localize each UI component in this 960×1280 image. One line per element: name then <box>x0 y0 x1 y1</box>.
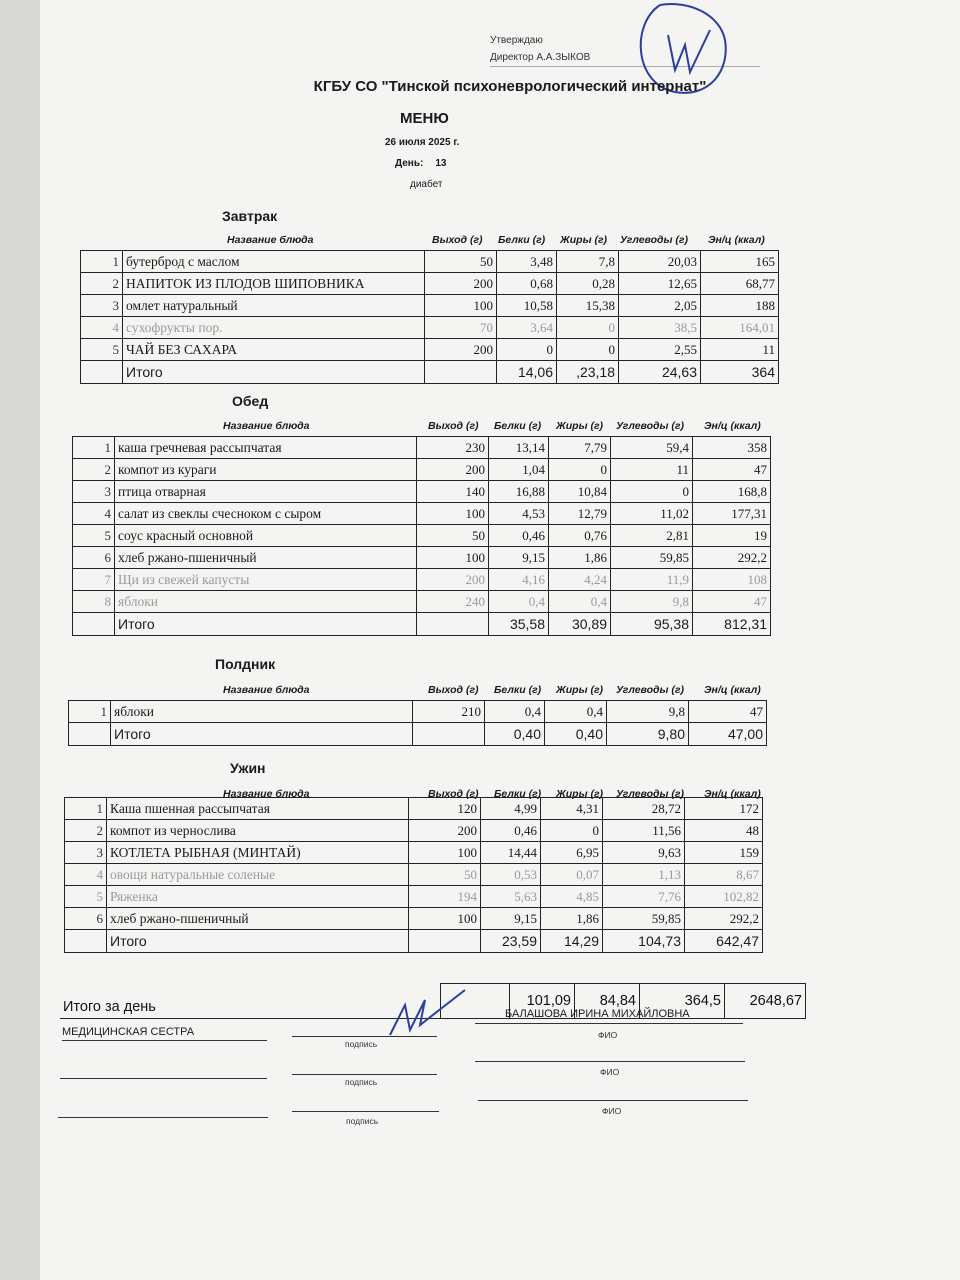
day-total-protein: 101,09 <box>510 984 575 1019</box>
organization-title: КГБУ СО "Тинской психоневрологический интернат" <box>313 78 707 95</box>
dish-output: 200 <box>417 569 489 591</box>
table-row <box>65 842 763 864</box>
dish-protein: 0,46 <box>489 525 549 547</box>
row-number: 4 <box>73 503 115 525</box>
table-row <box>69 701 767 723</box>
table-row <box>73 591 771 613</box>
dish-energy: 177,31 <box>693 503 771 525</box>
dish-carbs: 2,55 <box>619 339 701 361</box>
table-row <box>73 569 771 591</box>
dish-name: овощи натуральные соленые <box>107 864 409 886</box>
dish-protein: 0,53 <box>481 864 541 886</box>
dish-output: 194 <box>409 886 481 908</box>
column-fat: Жиры (г) <box>556 684 604 696</box>
dish-protein: 4,53 <box>489 503 549 525</box>
row-number: 3 <box>81 295 123 317</box>
dish-name: каша гречневая рассыпчатая <box>115 437 417 459</box>
dish-fat: 0,28 <box>557 273 619 295</box>
column-carb: Углеводы (г) <box>616 788 685 800</box>
table-row <box>73 481 771 503</box>
column-carb: Углеводы (г) <box>620 234 689 246</box>
column-energy: Эн/ц (ккал) <box>708 234 765 246</box>
dish-protein: 9,15 <box>489 547 549 569</box>
row-number: 2 <box>65 820 107 842</box>
dish-carbs: 9,63 <box>603 842 685 864</box>
row-number: 1 <box>73 437 115 459</box>
dish-carbs: 9,8 <box>611 591 693 613</box>
document-page <box>40 0 960 1280</box>
dish-energy: 164,01 <box>701 317 779 339</box>
row-number: 1 <box>65 798 107 820</box>
table-row <box>81 339 779 361</box>
column-prot: Белки (г) <box>498 234 546 246</box>
column-fat: Жиры (г) <box>556 788 604 800</box>
dish-carbs: 11,9 <box>611 569 693 591</box>
table-row <box>81 295 779 317</box>
column-out: Выход (г) <box>428 788 479 800</box>
dish-fat: 0,07 <box>541 864 603 886</box>
total-label: Итого <box>115 613 417 636</box>
dish-carbs: 11,56 <box>603 820 685 842</box>
dish-energy: 188 <box>701 295 779 317</box>
dish-energy: 47 <box>693 459 771 481</box>
table-row <box>73 437 771 459</box>
nurse-position: МЕДИЦИНСКАЯ СЕСТРА <box>62 1026 195 1038</box>
row-number: 1 <box>69 701 111 723</box>
row-number: 2 <box>81 273 123 295</box>
dish-energy: 19 <box>693 525 771 547</box>
table-row <box>81 251 779 273</box>
approval-title: Утверждаю <box>490 35 543 46</box>
breakfast-header <box>122 234 802 250</box>
menu-title: МЕНЮ <box>400 110 449 127</box>
dinner-table <box>64 797 763 953</box>
dish-fat: 12,79 <box>549 503 611 525</box>
row-number: 2 <box>73 459 115 481</box>
dish-name: яблоки <box>115 591 417 613</box>
row-number: 5 <box>73 525 115 547</box>
dish-energy: 172 <box>685 798 763 820</box>
dish-protein: 9,15 <box>481 908 541 930</box>
breakfast-table <box>80 250 779 384</box>
dish-protein: 0,68 <box>497 273 557 295</box>
breakfast-title: Завтрак <box>222 208 278 224</box>
position-line <box>58 1117 268 1118</box>
dish-fat: 0 <box>541 820 603 842</box>
dish-name: омлет натуральный <box>123 295 425 317</box>
dish-energy: 292,2 <box>685 908 763 930</box>
dish-protein: 14,44 <box>481 842 541 864</box>
dish-name: Щи из свежей капусты <box>115 569 417 591</box>
row-number: 5 <box>65 886 107 908</box>
lunch-header <box>118 420 798 436</box>
dish-output: 200 <box>417 459 489 481</box>
dish-energy: 47 <box>693 591 771 613</box>
total-energy: 364 <box>701 361 779 384</box>
total-label: Итого <box>107 930 409 953</box>
dish-carbs: 59,4 <box>611 437 693 459</box>
dish-energy: 159 <box>685 842 763 864</box>
dish-protein: 16,88 <box>489 481 549 503</box>
table-row <box>65 820 763 842</box>
dish-energy: 168,8 <box>693 481 771 503</box>
lunch-title: Обед <box>232 393 269 409</box>
snack-header <box>118 684 798 700</box>
row-number: 7 <box>73 569 115 591</box>
day-value: 13 <box>435 158 447 169</box>
column-out: Выход (г) <box>432 234 483 246</box>
dish-fat: 0 <box>557 317 619 339</box>
table-row <box>65 908 763 930</box>
total-fat: 0,40 <box>545 723 607 746</box>
dish-output: 100 <box>417 503 489 525</box>
dish-fat: 4,24 <box>549 569 611 591</box>
dish-fat: 6,95 <box>541 842 603 864</box>
nurse-signature <box>380 985 470 1040</box>
day-total-label: Итого за день <box>60 984 441 1019</box>
total-carbs: 24,63 <box>619 361 701 384</box>
dish-output: 100 <box>417 547 489 569</box>
dish-carbs: 2,81 <box>611 525 693 547</box>
dish-energy: 48 <box>685 820 763 842</box>
column-fat: Жиры (г) <box>556 420 604 432</box>
total-row <box>73 613 771 636</box>
dish-name: Каша пшенная рассыпчатая <box>107 798 409 820</box>
dish-carbs: 0 <box>611 481 693 503</box>
lunch-table <box>72 436 771 636</box>
column-name: Название блюда <box>223 684 310 696</box>
total-row <box>65 930 763 953</box>
sign-caption: подпись <box>345 1077 378 1087</box>
column-fat: Жиры (г) <box>560 234 608 246</box>
dish-protein: 3,48 <box>497 251 557 273</box>
row-number: 8 <box>73 591 115 613</box>
total-row <box>69 723 767 746</box>
total-protein: 23,59 <box>481 930 541 953</box>
total-protein: 14,06 <box>497 361 557 384</box>
table-row <box>73 547 771 569</box>
dish-output: 70 <box>425 317 497 339</box>
dish-output: 100 <box>425 295 497 317</box>
table-row <box>73 459 771 481</box>
row-number: 1 <box>81 251 123 273</box>
snack-table <box>68 700 767 746</box>
dish-name: яблоки <box>111 701 413 723</box>
dish-carbs: 1,13 <box>603 864 685 886</box>
row-number: 3 <box>65 842 107 864</box>
dish-protein: 5,63 <box>481 886 541 908</box>
total-label: Итого <box>111 723 413 746</box>
dish-carbs: 20,03 <box>619 251 701 273</box>
dish-fat: 0,76 <box>549 525 611 547</box>
dish-protein: 10,58 <box>497 295 557 317</box>
dish-carbs: 7,76 <box>603 886 685 908</box>
fio-line <box>478 1100 748 1101</box>
column-out: Выход (г) <box>428 684 479 696</box>
dish-output: 200 <box>425 339 497 361</box>
dish-carbs: 59,85 <box>603 908 685 930</box>
dish-protein: 0,4 <box>489 591 549 613</box>
dish-name: КОТЛЕТА РЫБНАЯ (МИНТАЙ) <box>107 842 409 864</box>
dish-fat: 10,84 <box>549 481 611 503</box>
dish-name: соус красный основной <box>115 525 417 547</box>
dish-protein: 4,16 <box>489 569 549 591</box>
dish-name: хлеб ржано-пшеничный <box>115 547 417 569</box>
dish-name: бутерброд с маслом <box>123 251 425 273</box>
snack-title: Полдник <box>215 656 276 672</box>
dish-name: компот из чернослива <box>107 820 409 842</box>
dish-energy: 8,67 <box>685 864 763 886</box>
row-number: 4 <box>81 317 123 339</box>
row-number: 5 <box>81 339 123 361</box>
day-total-carbs: 364,5 <box>640 984 725 1019</box>
row-number: 6 <box>73 547 115 569</box>
total-carbs: 95,38 <box>611 613 693 636</box>
dish-protein: 3,64 <box>497 317 557 339</box>
total-row <box>81 361 779 384</box>
dish-output: 120 <box>409 798 481 820</box>
sign-caption: подпись <box>345 1039 378 1049</box>
dish-carbs: 38,5 <box>619 317 701 339</box>
dish-fat: 4,85 <box>541 886 603 908</box>
total-fat: 30,89 <box>549 613 611 636</box>
dish-carbs: 9,8 <box>607 701 689 723</box>
dish-carbs: 11 <box>611 459 693 481</box>
column-energy: Эн/ц (ккал) <box>704 788 761 800</box>
row-number: 6 <box>65 908 107 930</box>
total-energy: 642,47 <box>685 930 763 953</box>
dish-fat: 0,4 <box>545 701 607 723</box>
column-carb: Углеводы (г) <box>616 684 685 696</box>
fio-line <box>475 1061 745 1062</box>
sign-line <box>292 1074 437 1075</box>
column-prot: Белки (г) <box>494 788 542 800</box>
dish-carbs: 28,72 <box>603 798 685 820</box>
dish-protein: 4,99 <box>481 798 541 820</box>
column-name: Название блюда <box>223 788 310 800</box>
dish-name: Ряженка <box>107 886 409 908</box>
menu-day <box>395 158 446 169</box>
table-row <box>65 886 763 908</box>
total-energy: 812,31 <box>693 613 771 636</box>
dish-energy: 68,77 <box>701 273 779 295</box>
dish-fat: 0 <box>549 459 611 481</box>
menu-date: 26 июля 2025 г. <box>385 137 460 148</box>
dish-fat: 0,4 <box>549 591 611 613</box>
total-protein: 0,40 <box>485 723 545 746</box>
column-energy: Эн/ц (ккал) <box>704 420 761 432</box>
dish-name: сухофрукты пор. <box>123 317 425 339</box>
dish-output: 50 <box>425 251 497 273</box>
dish-name: компот из кураги <box>115 459 417 481</box>
column-name: Название блюда <box>223 420 310 432</box>
dish-energy: 292,2 <box>693 547 771 569</box>
table-row <box>81 317 779 339</box>
dish-name: НАПИТОК ИЗ ПЛОДОВ ШИПОВНИКА <box>123 273 425 295</box>
dish-output: 200 <box>409 820 481 842</box>
column-out: Выход (г) <box>428 420 479 432</box>
dish-energy: 47 <box>689 701 767 723</box>
approval-director: Директор А.А.ЗЫКОВ <box>490 49 760 67</box>
row-number: 3 <box>73 481 115 503</box>
column-prot: Белки (г) <box>494 420 542 432</box>
dish-name: ЧАЙ БЕЗ САХАРА <box>123 339 425 361</box>
position-line <box>62 1040 267 1041</box>
row-number: 4 <box>65 864 107 886</box>
column-name: Название блюда <box>227 234 314 246</box>
dish-fat: 1,86 <box>541 908 603 930</box>
sign-caption: подпись <box>346 1116 379 1126</box>
dish-output: 210 <box>413 701 485 723</box>
dish-protein: 0 <box>497 339 557 361</box>
fio-caption: ФИО <box>602 1106 622 1116</box>
fio-line <box>475 1023 743 1024</box>
dish-fat: 15,38 <box>557 295 619 317</box>
total-label: Итого <box>123 361 425 384</box>
dish-carbs: 59,85 <box>611 547 693 569</box>
fio-caption: ФИО <box>598 1030 618 1040</box>
dish-output: 140 <box>417 481 489 503</box>
dish-fat: 7,8 <box>557 251 619 273</box>
column-prot: Белки (г) <box>494 684 542 696</box>
dish-protein: 0,4 <box>485 701 545 723</box>
dinner-title: Ужин <box>230 760 266 776</box>
position-line <box>60 1078 267 1079</box>
dish-output: 240 <box>417 591 489 613</box>
dish-name: хлеб ржано-пшеничный <box>107 908 409 930</box>
dish-protein: 13,14 <box>489 437 549 459</box>
dish-energy: 108 <box>693 569 771 591</box>
total-fat: ,23,18 <box>557 361 619 384</box>
sign-line <box>292 1111 439 1112</box>
fio-caption: ФИО <box>600 1067 620 1077</box>
dish-carbs: 11,02 <box>611 503 693 525</box>
total-fat: 14,29 <box>541 930 603 953</box>
table-row <box>81 273 779 295</box>
dish-output: 100 <box>409 842 481 864</box>
total-carbs: 9,80 <box>607 723 689 746</box>
dish-protein: 1,04 <box>489 459 549 481</box>
diet-label: диабет <box>410 179 443 190</box>
column-carb: Углеводы (г) <box>616 420 685 432</box>
dish-fat: 7,79 <box>549 437 611 459</box>
dish-output: 50 <box>417 525 489 547</box>
total-protein: 35,58 <box>489 613 549 636</box>
total-energy: 47,00 <box>689 723 767 746</box>
dish-output: 230 <box>417 437 489 459</box>
dish-name: салат из свеклы счесноком с сыром <box>115 503 417 525</box>
table-row <box>73 503 771 525</box>
nurse-name: БАЛАШОВА ИРИНА МИХАЙЛОВНА <box>505 1008 690 1020</box>
table-row <box>73 525 771 547</box>
day-total-energy: 2648,67 <box>725 984 806 1019</box>
dish-fat: 1,86 <box>549 547 611 569</box>
total-carbs: 104,73 <box>603 930 685 953</box>
dish-fat: 0 <box>557 339 619 361</box>
day-total-fat: 84,84 <box>575 984 640 1019</box>
dish-energy: 358 <box>693 437 771 459</box>
column-energy: Эн/ц (ккал) <box>704 684 761 696</box>
dish-protein: 0,46 <box>481 820 541 842</box>
dish-carbs: 12,65 <box>619 273 701 295</box>
dish-energy: 11 <box>701 339 779 361</box>
dish-carbs: 2,05 <box>619 295 701 317</box>
dish-output: 50 <box>409 864 481 886</box>
dish-output: 200 <box>425 273 497 295</box>
dish-name: птица отварная <box>115 481 417 503</box>
dish-output: 100 <box>409 908 481 930</box>
dish-energy: 102,82 <box>685 886 763 908</box>
day-label: День: <box>395 158 424 169</box>
table-row <box>65 798 763 820</box>
dish-energy: 165 <box>701 251 779 273</box>
dish-fat: 4,31 <box>541 798 603 820</box>
table-row <box>65 864 763 886</box>
sign-line <box>292 1036 437 1037</box>
